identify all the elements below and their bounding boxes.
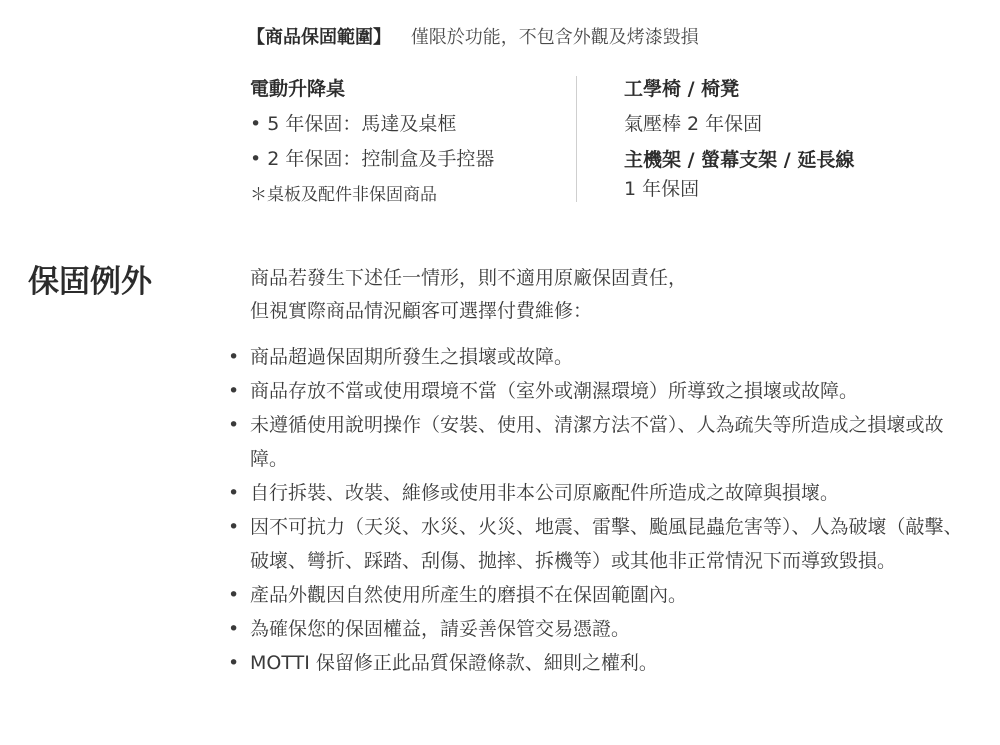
- desk-warranty-item: • 5 年保固：馬達及桌框: [250, 113, 457, 135]
- bullet-icon: •: [228, 618, 240, 640]
- desk-warranty-item: • 2 年保固：控制盒及手控器: [250, 148, 495, 170]
- frame-warranty: 1 年保固: [624, 178, 700, 200]
- desk-note: ＊桌板及配件非保固商品: [250, 185, 437, 205]
- exceptions-intro: [250, 262, 687, 328]
- chair-warranty: 氣壓棒 2 年保固: [624, 113, 763, 135]
- list-item: [228, 578, 968, 612]
- bullet-icon: •: [228, 346, 240, 368]
- list-item: [228, 612, 968, 646]
- exceptions-list: [228, 340, 968, 680]
- bullet-icon: •: [228, 516, 240, 538]
- bullet-icon: •: [228, 652, 240, 674]
- chair-title: 工學椅 / 椅凳: [624, 78, 740, 100]
- list-item: [228, 374, 968, 408]
- exceptions-intro-line: 商品若發生下述任一情形，則不適用原廠保固責任，: [250, 267, 688, 289]
- list-item-text: 商品存放不當或使用環境不當（室外或潮濕環境）所導致之損壞或故障。: [250, 380, 859, 402]
- warranty-scope-text: 僅限於功能，不包含外觀及烤漆毀損: [410, 27, 699, 48]
- bullet-icon: •: [228, 380, 240, 402]
- list-item-text: MOTTI 保留修正此品質保證條款、細則之權利。: [250, 652, 658, 674]
- list-item-text: 商品超過保固期所發生之損壞或故障。: [250, 346, 574, 368]
- list-item-text: 自行拆裝、改裝、維修或使用非本公司原廠配件所造成之故障與損壞。: [250, 482, 840, 504]
- list-item-text: 為確保您的保固權益，請妥善保管交易憑證。: [250, 618, 631, 640]
- warranty-scope-label: 【商品保固範圍】: [247, 27, 391, 48]
- list-item-text: 因不可抗力（天災、水災、火災、地震、雷擊、颱風昆蟲危害等）、人為破壞（敲擊、破壞、彎折、踩踏、刮傷、拋摔、拆機等）或其他非正常情況下而導致毀損。: [250, 516, 963, 572]
- frame-title: 主機架 / 螢幕支架 / 延長線: [624, 149, 855, 171]
- warranty-scope-line: [247, 26, 699, 50]
- list-item: [228, 476, 968, 510]
- exceptions-title: 保固例外: [28, 264, 152, 300]
- list-item: [228, 510, 968, 578]
- desk-title: 電動升降桌: [250, 78, 346, 100]
- other-warranty-column: [624, 76, 954, 202]
- list-item-text: 產品外觀因自然使用所產生的磨損不在保固範圍內。: [250, 584, 688, 606]
- column-divider: [576, 76, 577, 202]
- bullet-icon: •: [228, 482, 240, 504]
- bullet-icon: •: [228, 414, 240, 436]
- list-item: [228, 408, 968, 476]
- desk-warranty-column: [250, 76, 560, 208]
- list-item: [228, 340, 968, 374]
- list-item-text: 未遵循使用說明操作（安裝、使用、清潔方法不當）、人為疏失等所造成之損壞或故障。: [250, 414, 944, 470]
- exceptions-intro-line: 但視實際商品情況顧客可選擇付費維修：: [250, 300, 593, 322]
- list-item: [228, 646, 968, 680]
- bullet-icon: •: [228, 584, 240, 606]
